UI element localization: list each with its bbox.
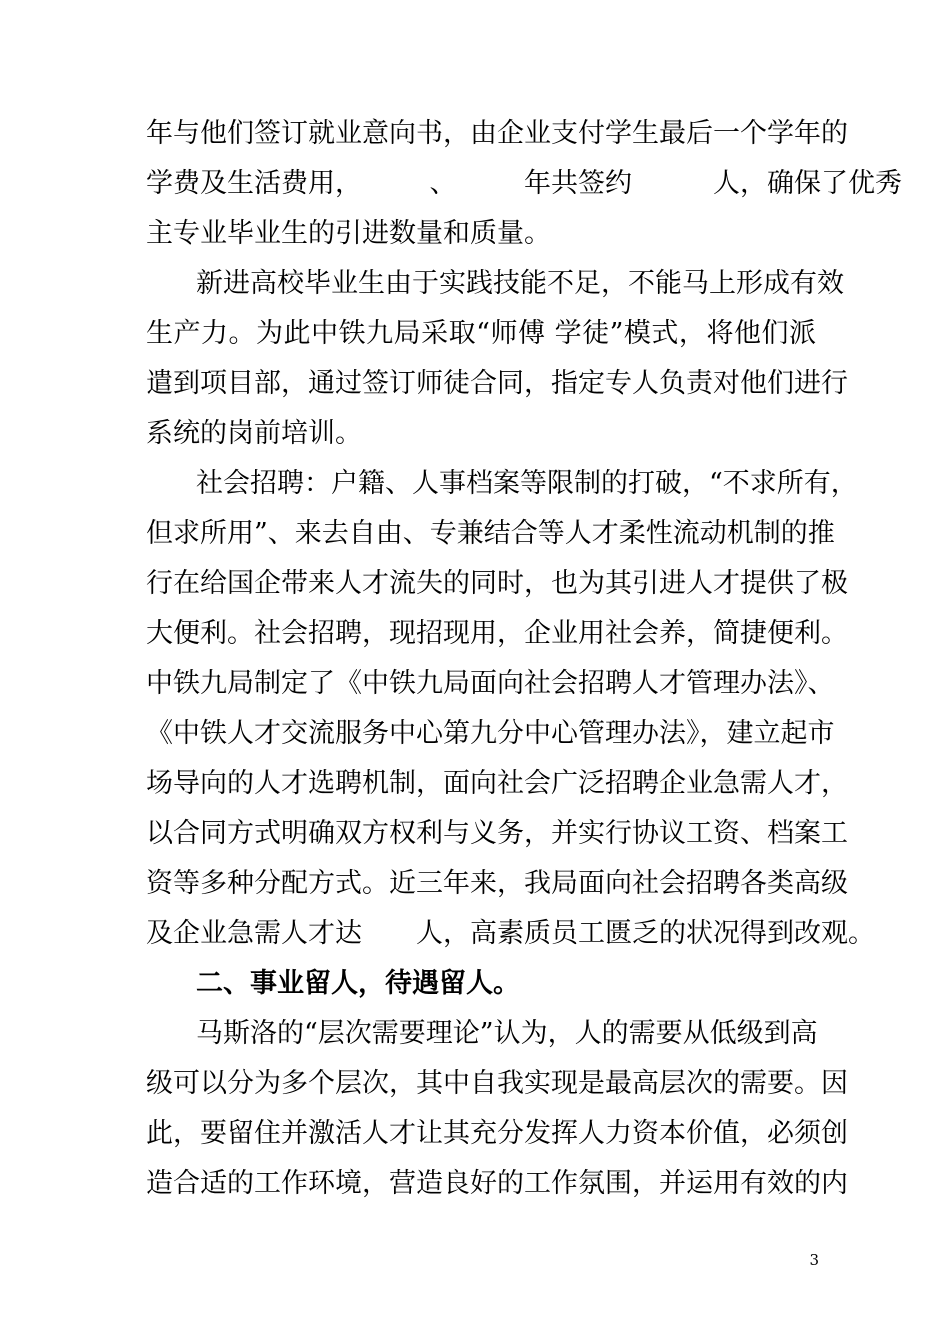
- text-line: 新进高校毕业生由于实践技能不足，不能马上形成有效: [196, 268, 844, 299]
- text-line: 但求所用”、来去自由、专兼结合等人才柔性流动机制的推: [146, 518, 835, 549]
- text-line: 此，要留住并激活人才让其充分发挥人力资本价值，必须创: [146, 1118, 848, 1149]
- text-line: 及企业急需人才达 人，高素质员工匮乏的状况得到改观。: [146, 918, 875, 949]
- text-line: 行在给国企带来人才流失的同时，也为其引进人才提供了极: [146, 568, 848, 599]
- section-heading: 二、事业留人，待遇留人。: [196, 968, 520, 999]
- text-line: 生产力。为此中铁九局采取“师傅 学徒”模式，将他们派: [146, 318, 816, 349]
- text-line: 资等多种分配方式。近三年来，我局面向社会招聘各类高级: [146, 868, 848, 899]
- text-line: 学费及生活费用， 、 年共签约 人，确保了优秀: [146, 168, 902, 199]
- text-line: 系统的岗前培训。: [146, 418, 362, 449]
- page-number: 3: [809, 1251, 819, 1269]
- text-line: 中铁九局制定了《中铁九局面向社会招聘人才管理办法》、: [146, 668, 835, 699]
- text-line: 大便利。社会招聘，现招现用，企业用社会养，简捷便利。: [146, 618, 848, 649]
- text-line: 马斯洛的“层次需要理论”认为，人的需要从低级到高: [196, 1018, 818, 1049]
- text-line: 遣到项目部，通过签订师徒合同，指定专人负责对他们进行: [146, 368, 848, 399]
- text-line: 造合适的工作环境，营造良好的工作氛围，并运用有效的内: [146, 1168, 848, 1199]
- text-line: 主专业毕业生的引进数量和质量。: [146, 218, 551, 249]
- text-line: 级可以分为多个层次，其中自我实现是最高层次的需要。因: [146, 1068, 848, 1099]
- text-line: 以合同方式明确双方权利与义务，并实行协议工资、档案工: [146, 818, 848, 849]
- text-line: 场导向的人才选聘机制，面向社会广泛招聘企业急需人才，: [146, 768, 848, 799]
- text-line: 《中铁人才交流服务中心第九分中心管理办法》，建立起市: [146, 718, 835, 749]
- text-line: 社会招聘：户籍、人事档案等限制的打破，“不求所有，: [196, 468, 858, 499]
- text-line: 年与他们签订就业意向书，由企业支付学生最后一个学年的: [146, 118, 848, 149]
